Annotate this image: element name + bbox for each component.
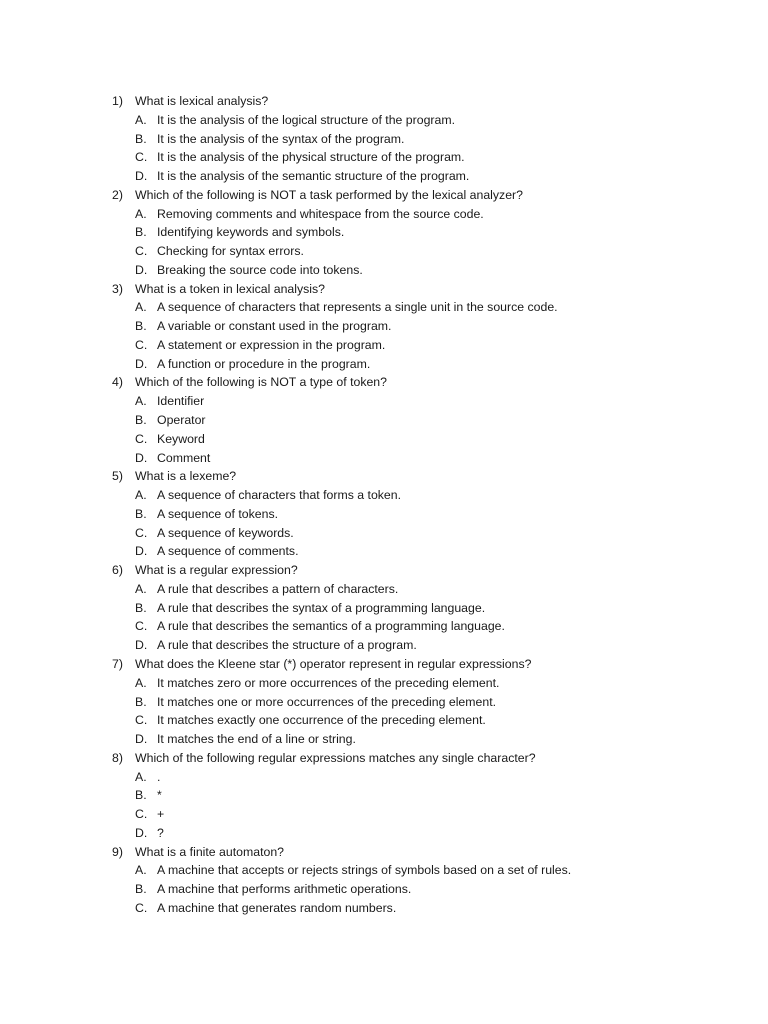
question-item bbox=[112, 373, 712, 467]
option-letter: C. bbox=[135, 900, 148, 915]
question-number: 2) bbox=[112, 187, 123, 202]
answer-option bbox=[112, 317, 712, 336]
question-text: What does the Kleene star (*) operator represent in regular expressions? bbox=[135, 656, 532, 671]
question-number: 9) bbox=[112, 844, 123, 859]
option-letter: C. bbox=[135, 431, 148, 446]
option-text: A variable or constant used in the program. bbox=[157, 319, 392, 334]
question-item bbox=[112, 843, 712, 918]
question-line bbox=[112, 749, 712, 768]
question-text: What is a token in lexical analysis? bbox=[135, 281, 326, 296]
answer-option bbox=[112, 805, 712, 824]
question-text: What is a finite automaton? bbox=[135, 844, 285, 859]
answer-option bbox=[112, 130, 712, 149]
option-letter: B. bbox=[135, 882, 147, 897]
answer-option bbox=[112, 355, 712, 374]
option-letter: D. bbox=[135, 356, 148, 371]
question-line bbox=[112, 186, 712, 205]
option-letter: B. bbox=[135, 694, 147, 709]
option-text: It matches the end of a line or string. bbox=[157, 732, 356, 747]
option-letter: C. bbox=[135, 807, 148, 822]
option-text: It is the analysis of the syntax of the program. bbox=[157, 131, 405, 146]
option-letter: D. bbox=[135, 825, 148, 840]
option-letter: A. bbox=[135, 300, 147, 315]
option-text: A statement or expression in the program. bbox=[157, 337, 386, 352]
option-letter: B. bbox=[135, 131, 147, 146]
question-line bbox=[112, 92, 712, 111]
option-letter: C. bbox=[135, 244, 148, 259]
question-item bbox=[112, 655, 712, 749]
answer-option bbox=[112, 205, 712, 224]
question-list bbox=[112, 92, 712, 918]
option-letter: C. bbox=[135, 619, 148, 634]
option-text: A rule that describes the syntax of a programming language. bbox=[157, 600, 486, 615]
question-line bbox=[112, 561, 712, 580]
option-letter: D. bbox=[135, 262, 148, 277]
question-item bbox=[112, 92, 712, 186]
question-item bbox=[112, 561, 712, 655]
answer-option bbox=[112, 430, 712, 449]
option-letter: A. bbox=[135, 112, 147, 127]
question-text: What is lexical analysis? bbox=[135, 94, 269, 108]
question-line bbox=[112, 373, 712, 392]
option-text: Identifier bbox=[157, 394, 205, 409]
option-text: ? bbox=[157, 825, 164, 840]
answer-option bbox=[112, 880, 712, 899]
option-text: It matches one or more occurrences of the preceding element. bbox=[157, 694, 497, 709]
option-text: A function or procedure in the program. bbox=[157, 356, 371, 371]
answer-option bbox=[112, 730, 712, 749]
answer-option bbox=[112, 674, 712, 693]
question-number: 5) bbox=[112, 469, 123, 484]
question-number: 7) bbox=[112, 656, 123, 671]
answer-option bbox=[112, 449, 712, 468]
answer-option bbox=[112, 298, 712, 317]
answer-option bbox=[112, 336, 712, 355]
option-letter: C. bbox=[135, 150, 148, 165]
question-item bbox=[112, 186, 712, 280]
question-number: 1) bbox=[112, 94, 123, 108]
option-letter: B. bbox=[135, 319, 147, 334]
option-letter: B. bbox=[135, 788, 147, 803]
option-text: Removing comments and whitespace from the source code. bbox=[157, 206, 484, 221]
question-line bbox=[112, 280, 712, 299]
option-text: Checking for syntax errors. bbox=[157, 244, 304, 259]
option-letter: B. bbox=[135, 600, 147, 615]
question-line bbox=[112, 467, 712, 486]
option-letter: D. bbox=[135, 450, 148, 465]
option-text: A sequence of tokens. bbox=[157, 506, 279, 521]
answer-option bbox=[112, 111, 712, 130]
question-text: What is a regular expression? bbox=[135, 563, 298, 578]
answer-option bbox=[112, 148, 712, 167]
option-text: A rule that describes the semantics of a programming language. bbox=[157, 619, 505, 634]
option-letter: C. bbox=[135, 337, 148, 352]
answer-option bbox=[112, 768, 712, 787]
answer-option bbox=[112, 636, 712, 655]
option-text: A sequence of characters that represents a single unit in the source code. bbox=[157, 300, 558, 315]
option-text: A rule that describes the structure of a program. bbox=[157, 638, 417, 653]
answer-option bbox=[112, 542, 712, 561]
option-letter: A. bbox=[135, 769, 147, 784]
option-letter: A. bbox=[135, 488, 147, 503]
option-letter: A. bbox=[135, 206, 147, 221]
question-line bbox=[112, 843, 712, 862]
question-number: 3) bbox=[112, 281, 123, 296]
answer-option bbox=[112, 899, 712, 918]
answer-option bbox=[112, 392, 712, 411]
option-text: A rule that describes a pattern of characters. bbox=[157, 581, 399, 596]
answer-option bbox=[112, 411, 712, 430]
answer-option bbox=[112, 824, 712, 843]
option-letter: D. bbox=[135, 638, 148, 653]
option-text: It matches exactly one occurrence of the preceding element. bbox=[157, 713, 486, 728]
question-text: What is a lexeme? bbox=[135, 469, 237, 484]
option-letter: D. bbox=[135, 169, 148, 184]
option-letter: A. bbox=[135, 863, 147, 878]
answer-option bbox=[112, 242, 712, 261]
option-text: It is the analysis of the physical structure of the program. bbox=[157, 150, 465, 165]
answer-option bbox=[112, 617, 712, 636]
option-letter: C. bbox=[135, 525, 148, 540]
option-text: A machine that performs arithmetic operations. bbox=[157, 882, 412, 897]
option-letter: A. bbox=[135, 394, 147, 409]
option-letter: B. bbox=[135, 413, 147, 428]
answer-option bbox=[112, 524, 712, 543]
option-text: A machine that accepts or rejects strings of symbols based on a set of rules. bbox=[157, 863, 572, 878]
answer-option bbox=[112, 580, 712, 599]
question-text: Which of the following is NOT a task performed by the lexical analyzer? bbox=[135, 187, 523, 202]
question-text: Which of the following is NOT a type of token? bbox=[135, 375, 387, 390]
question-item bbox=[112, 280, 712, 374]
option-text: * bbox=[157, 788, 162, 803]
option-text: It is the analysis of the logical structure of the program. bbox=[157, 112, 456, 127]
question-line bbox=[112, 655, 712, 674]
option-text: Breaking the source code into tokens. bbox=[157, 262, 363, 277]
answer-option bbox=[112, 167, 712, 186]
option-text: It is the analysis of the semantic structure of the program. bbox=[157, 169, 470, 184]
answer-option bbox=[112, 486, 712, 505]
answer-option bbox=[112, 261, 712, 280]
option-letter: C. bbox=[135, 713, 148, 728]
answer-option bbox=[112, 599, 712, 618]
option-text: Operator bbox=[157, 413, 206, 428]
option-letter: B. bbox=[135, 225, 147, 240]
option-text: Comment bbox=[157, 450, 211, 465]
answer-option bbox=[112, 861, 712, 880]
question-number: 8) bbox=[112, 750, 123, 765]
option-letter: B. bbox=[135, 506, 147, 521]
option-text: + bbox=[157, 807, 165, 822]
option-letter: D. bbox=[135, 544, 148, 559]
option-letter: A. bbox=[135, 581, 147, 596]
option-text: A sequence of keywords. bbox=[157, 525, 294, 540]
answer-option bbox=[112, 711, 712, 730]
option-text: Keyword bbox=[157, 431, 205, 446]
question-item bbox=[112, 467, 712, 561]
answer-option bbox=[112, 505, 712, 524]
option-text: A sequence of comments. bbox=[157, 544, 299, 559]
option-letter: D. bbox=[135, 732, 148, 747]
answer-option bbox=[112, 786, 712, 805]
option-text: A machine that generates random numbers. bbox=[157, 900, 397, 915]
question-text: Which of the following regular expressions matches any single character? bbox=[135, 750, 536, 765]
option-text: Identifying keywords and symbols. bbox=[157, 225, 345, 240]
answer-option bbox=[112, 223, 712, 242]
option-text: It matches zero or more occurrences of the preceding element. bbox=[157, 675, 500, 690]
option-text: . bbox=[157, 769, 161, 784]
answer-option bbox=[112, 693, 712, 712]
question-item bbox=[112, 749, 712, 843]
question-number: 4) bbox=[112, 375, 123, 390]
option-letter: A. bbox=[135, 675, 147, 690]
question-number: 6) bbox=[112, 563, 123, 578]
option-text: A sequence of characters that forms a token. bbox=[157, 488, 402, 503]
